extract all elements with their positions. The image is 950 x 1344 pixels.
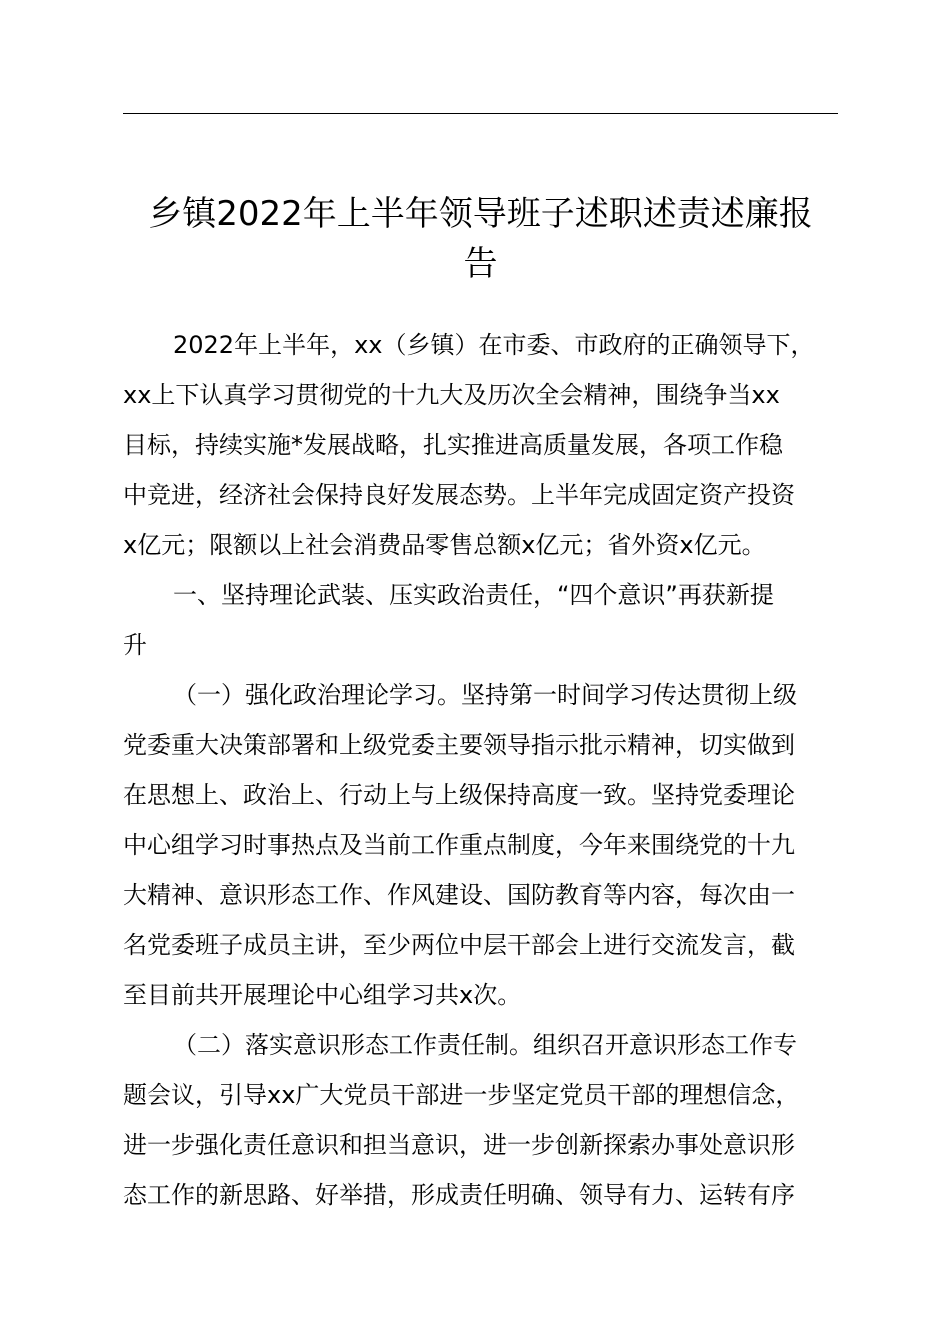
- paragraph-ideology-work: [123, 1020, 863, 1220]
- text-line: 进一步强化责任意识和担当意识，进一步创新探索办事处意识形: [123, 1131, 795, 1159]
- text-line: 目标，持续实施*发展战略，扎实推进高质量发展，各项工作稳: [123, 431, 783, 459]
- text-line: x亿元；限额以上社会消费品零售总额x亿元；省外资x亿元。: [123, 531, 766, 559]
- text-line: 党委重大决策部署和上级党委主要领导指示批示精神，切实做到: [123, 731, 795, 759]
- text-line: 至目前共开展理论中心组学习共x次。: [123, 981, 522, 1009]
- text-line: 一、坚持理论武装、压实政治责任，“四个意识”再获新提: [173, 581, 774, 609]
- paragraph-intro: [123, 320, 863, 570]
- text-line: 中竞进，经济社会保持良好发展态势。上半年完成固定资产投资: [123, 481, 795, 509]
- section-heading-1: [123, 570, 863, 670]
- text-line: 名党委班子成员主讲，至少两位中层干部会上进行交流发言，截: [123, 931, 795, 959]
- paragraph-theory-study: [123, 670, 863, 1020]
- text-line: （二）落实意识形态工作责任制。组织召开意识形态工作专: [173, 1031, 797, 1059]
- title-line-1: 乡镇2022年上半年领导班子述职述责述廉报: [148, 193, 813, 234]
- header-rule: [123, 113, 838, 114]
- text-line: 升: [123, 631, 147, 659]
- text-line: 态工作的新思路、好举措，形成责任明确、领导有力、运转有序: [123, 1181, 795, 1209]
- title-line-2: 告: [463, 243, 498, 284]
- text-line: 题会议，引导xx广大党员干部进一步坚定党员干部的理想信念，: [123, 1081, 800, 1109]
- text-line: xx上下认真学习贯彻党的十九大及历次全会精神，围绕争当xx: [123, 381, 780, 409]
- text-line: 2022年上半年，xx（乡镇）在市委、市政府的正确领导下，: [173, 331, 815, 359]
- text-line: 中心组学习时事热点及当前工作重点制度，今年来围绕党的十九: [123, 831, 795, 859]
- document-body: [123, 320, 863, 1220]
- document-title: [123, 189, 838, 289]
- text-line: 大精神、意识形态工作、作风建设、国防教育等内容，每次由一: [123, 881, 795, 909]
- text-line: （一）强化政治理论学习。坚持第一时间学习传达贯彻上级: [173, 681, 797, 709]
- text-line: 在思想上、政治上、行动上与上级保持高度一致。坚持党委理论: [123, 781, 795, 809]
